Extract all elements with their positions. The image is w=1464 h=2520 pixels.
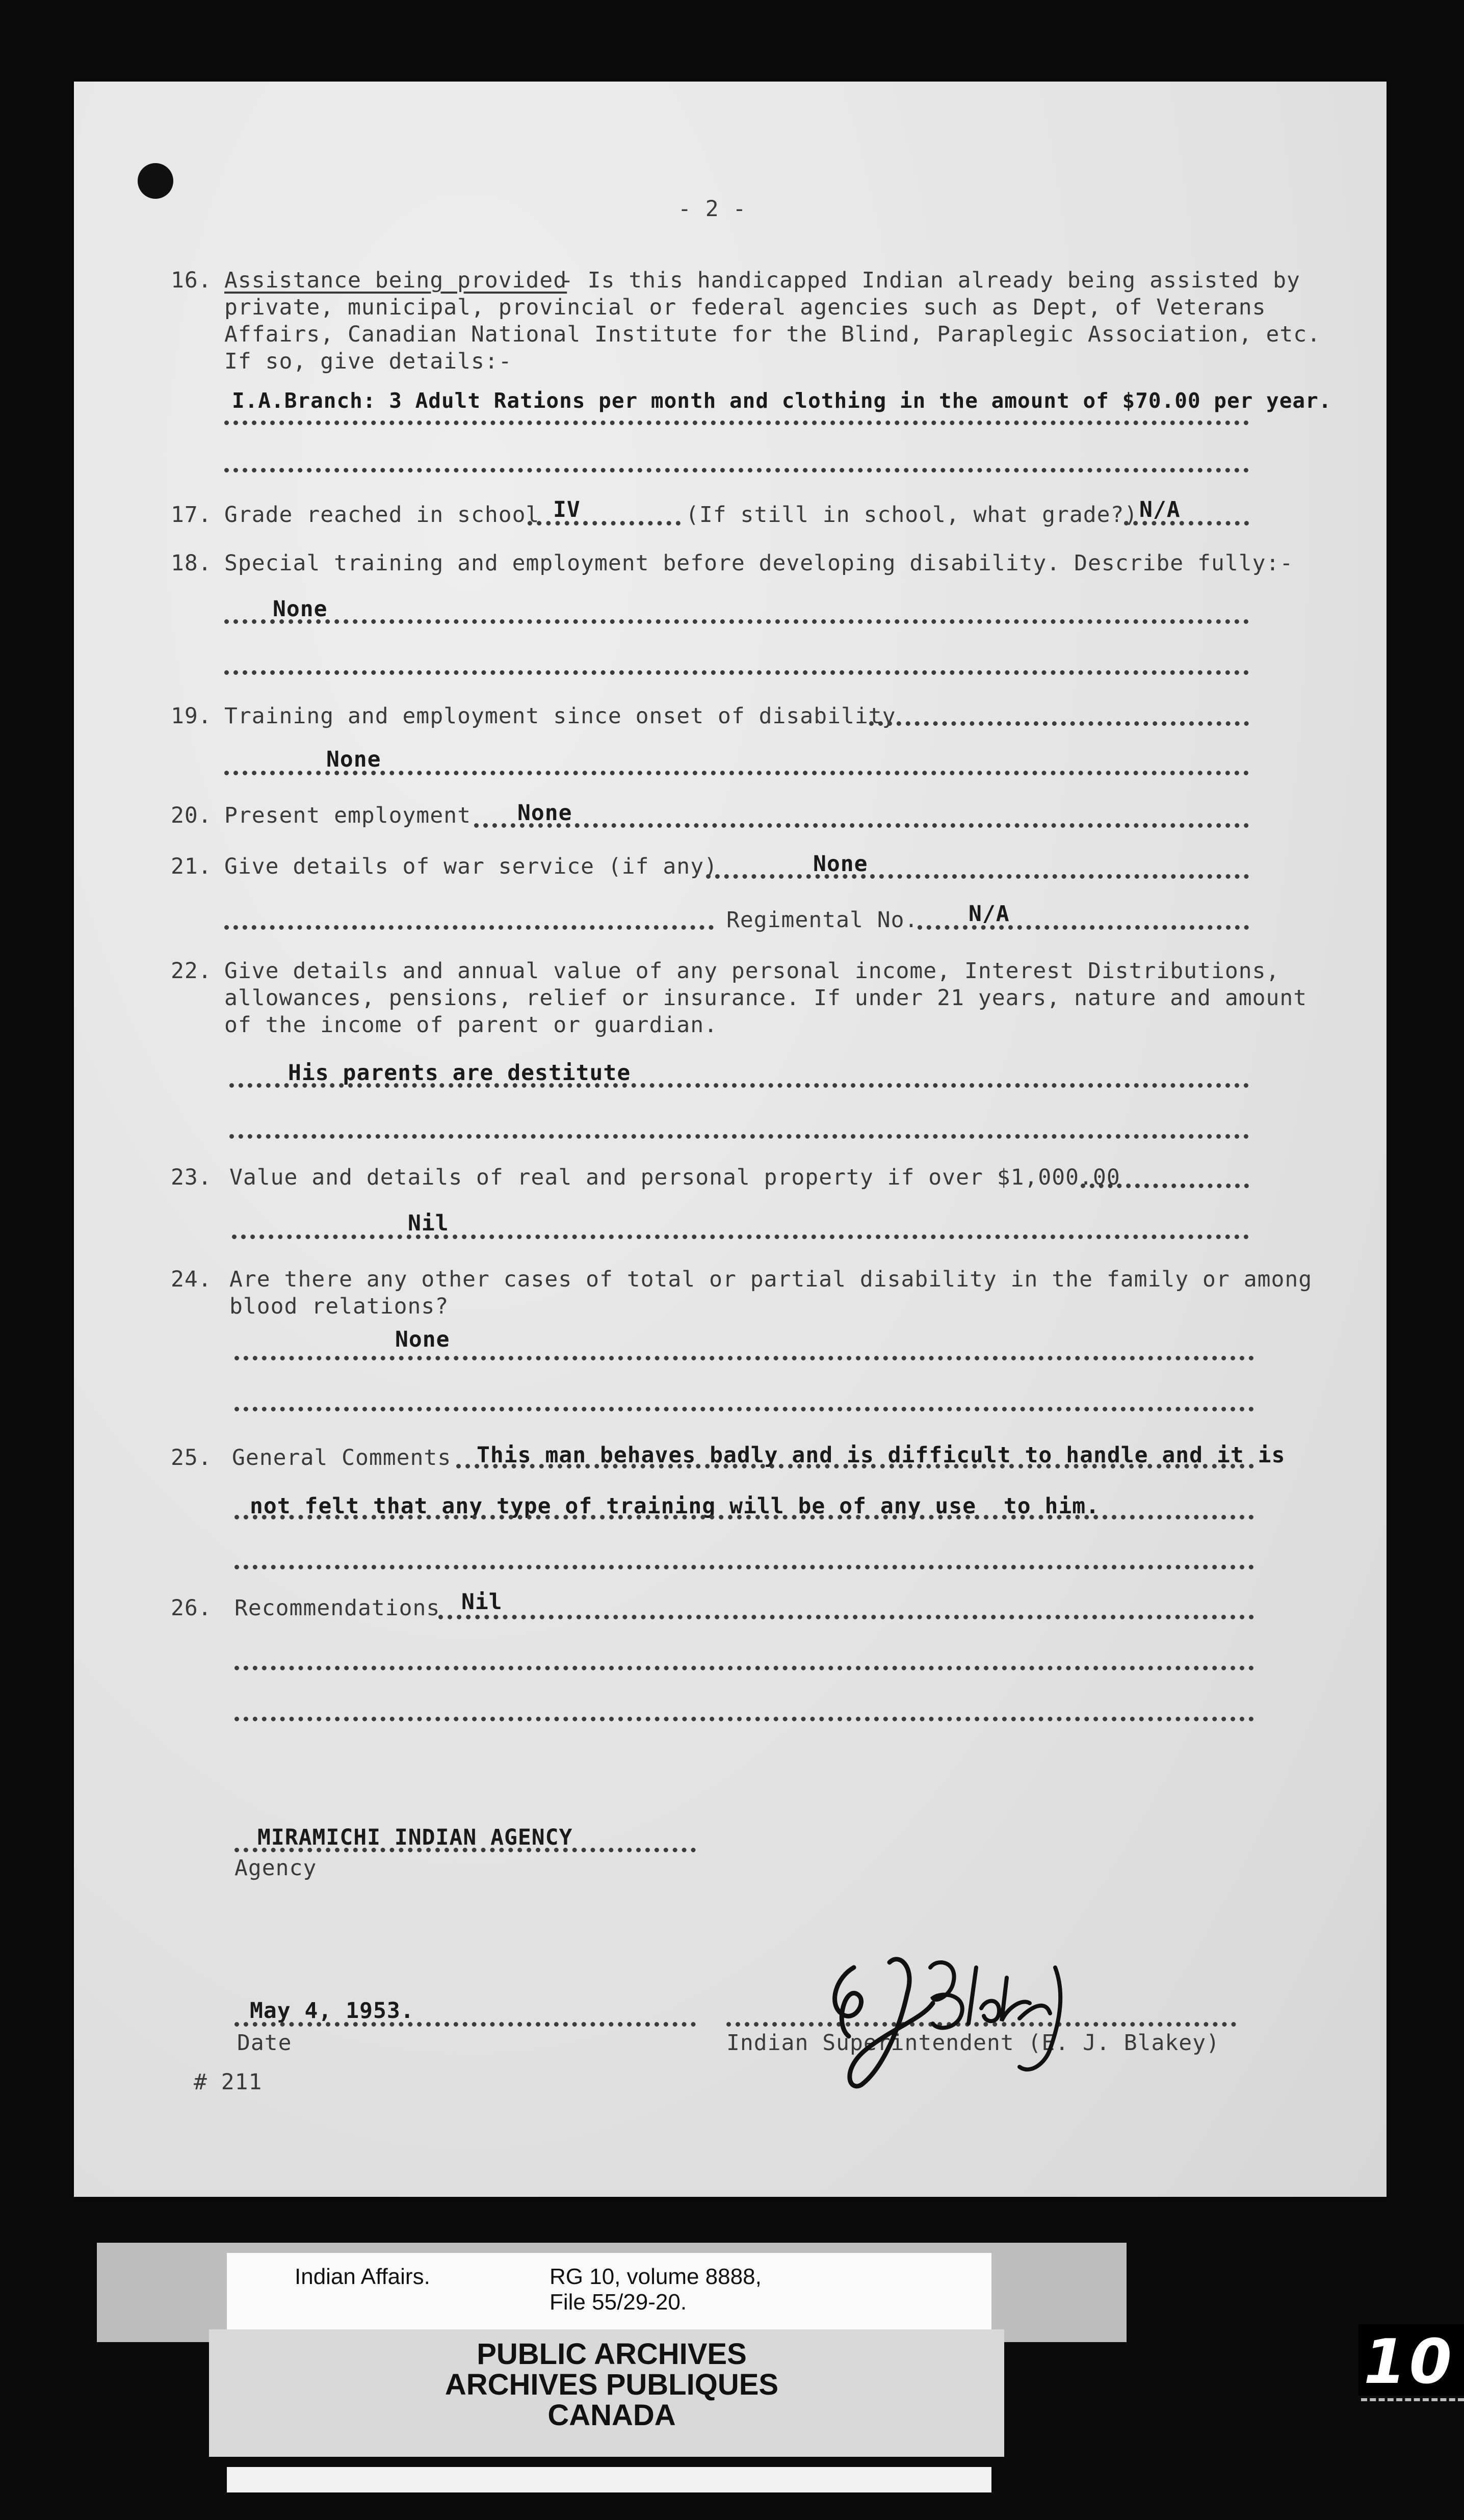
q19-number: 19. xyxy=(171,703,212,729)
q22-number: 22. xyxy=(171,958,212,984)
archive-line3: CANADA xyxy=(547,2399,676,2432)
date-value: May 4, 1953. xyxy=(250,1998,414,2024)
q23-answer: Nil xyxy=(408,1211,449,1236)
agency-value: MIRAMICHI INDIAN AGENCY xyxy=(257,1825,573,1850)
q24-answer: None xyxy=(395,1327,450,1352)
answer-line xyxy=(224,421,1249,425)
q16-line4: If so, give details:- xyxy=(224,349,512,374)
answer-line xyxy=(918,925,1249,930)
answer-line xyxy=(869,721,1249,726)
label-bottom-strip xyxy=(227,2467,991,2492)
q20-number: 20. xyxy=(171,803,212,828)
handwritten-signature xyxy=(805,1947,1137,2100)
q18-text: Special training and employment before developing disability. Describe fully:- xyxy=(224,550,1294,576)
q16-number: 16. xyxy=(171,268,212,293)
agency-label: Agency xyxy=(234,1855,317,1881)
date-label: Date xyxy=(237,2030,292,2056)
q26-text: Recommendations xyxy=(234,1595,440,1621)
q21-answer: None xyxy=(813,851,868,877)
file-reference: # 211 xyxy=(194,2069,263,2095)
q17-answer: IV xyxy=(553,497,581,522)
answer-line xyxy=(224,925,714,930)
answer-line xyxy=(229,1083,1249,1088)
answer-line xyxy=(706,874,1249,879)
q16-line1: - Is this handicapped Indian already being assisted by xyxy=(546,268,1300,293)
q22-answer: His parents are destitute xyxy=(288,1060,631,1086)
q21-regimental-answer: N/A xyxy=(969,901,1010,927)
q21-regimental-label: Regimental No. xyxy=(726,907,919,933)
q22-line2: allowances, pensions, relief or insurance. If under 21 years, nature and amount xyxy=(224,985,1308,1011)
answer-line xyxy=(234,1407,1254,1411)
q17-text2: (If still in school, what grade?) xyxy=(686,502,1138,528)
answer-line xyxy=(224,771,1249,775)
q16-heading: Assistance being provided xyxy=(224,268,567,293)
q23-number: 23. xyxy=(171,1165,212,1190)
q24-line2: blood relations? xyxy=(229,1294,449,1319)
q22-line1: Give details and annual value of any personal income, Interest Distributions, xyxy=(224,958,1280,984)
q19-text: Training and employment since onset of disability xyxy=(224,703,896,729)
answer-line xyxy=(229,1134,1249,1139)
answer-line xyxy=(224,619,1249,624)
q21-number: 21. xyxy=(171,854,212,879)
answer-line xyxy=(1081,1184,1249,1188)
answer-line xyxy=(234,1515,1254,1519)
punch-hole xyxy=(138,163,173,199)
q17-text: Grade reached in school xyxy=(224,502,540,528)
agency-line xyxy=(234,1848,696,1852)
q16-line3: Affairs, Canadian National Institute for the Blind, Paraplegic Association, etc. xyxy=(224,322,1321,347)
archive-line2: ARCHIVES PUBLIQUES xyxy=(445,2368,779,2401)
q24-line1: Are there any other cases of total or partial disability in the family or among xyxy=(229,1267,1313,1292)
signature-label: Indian Superintendent (E. J. Blakey) xyxy=(726,2030,1220,2056)
q20-answer: None xyxy=(517,800,572,826)
archive-department: Indian Affairs. xyxy=(295,2264,430,2289)
q25-number: 25. xyxy=(171,1445,212,1471)
q24-number: 24. xyxy=(171,1267,212,1292)
q25-answer1: This man behaves badly and is difficult to handle and it is xyxy=(477,1442,1286,1468)
date-line xyxy=(234,2022,696,2027)
q20-text: Present employment xyxy=(224,803,471,828)
q26-answer: Nil xyxy=(461,1589,503,1615)
answer-line xyxy=(232,1235,1249,1239)
archive-line1: PUBLIC ARCHIVES xyxy=(477,2338,747,2371)
q25-answer2: not felt that any type of training will be of any use to him. xyxy=(250,1493,1100,1519)
answer-line xyxy=(234,1666,1254,1670)
q17-answer2: N/A xyxy=(1139,497,1181,522)
q26-number: 26. xyxy=(171,1595,212,1621)
q21-text: Give details of war service (if any) xyxy=(224,854,718,879)
q18-number: 18. xyxy=(171,550,212,576)
answer-line xyxy=(474,823,1249,828)
answer-line xyxy=(234,1717,1254,1721)
answer-line xyxy=(528,521,681,526)
film-edge-ticks xyxy=(1361,2398,1464,2401)
answer-line xyxy=(234,1356,1254,1360)
q22-line3: of the income of parent or guardian. xyxy=(224,1012,718,1038)
answer-line xyxy=(224,670,1249,675)
q16-line2: private, municipal, provincial or federal agencies such as Dept, of Veterans xyxy=(224,295,1266,320)
answer-line xyxy=(456,1464,1254,1468)
answer-line xyxy=(224,468,1249,472)
answer-line xyxy=(234,1565,1254,1569)
film-frame-number: 10 xyxy=(1364,2327,1455,2398)
page-number: - 2 - xyxy=(678,196,747,222)
q19-answer: None xyxy=(326,747,381,772)
answer-line xyxy=(438,1615,1254,1619)
q25-text: General Comments xyxy=(232,1445,452,1471)
q23-text: Value and details of real and personal property if over $1,000.00 xyxy=(229,1165,1120,1190)
archive-ref-line2: File 55/29-20. xyxy=(550,2290,687,2315)
q16-answer: I.A.Branch: 3 Adult Rations per month and clothing in the amount of $70.00 per year. xyxy=(232,388,1332,413)
q17-number: 17. xyxy=(171,502,212,528)
q18-answer: None xyxy=(273,596,328,622)
archive-ref-line1: RG 10, volume 8888, xyxy=(550,2264,762,2289)
